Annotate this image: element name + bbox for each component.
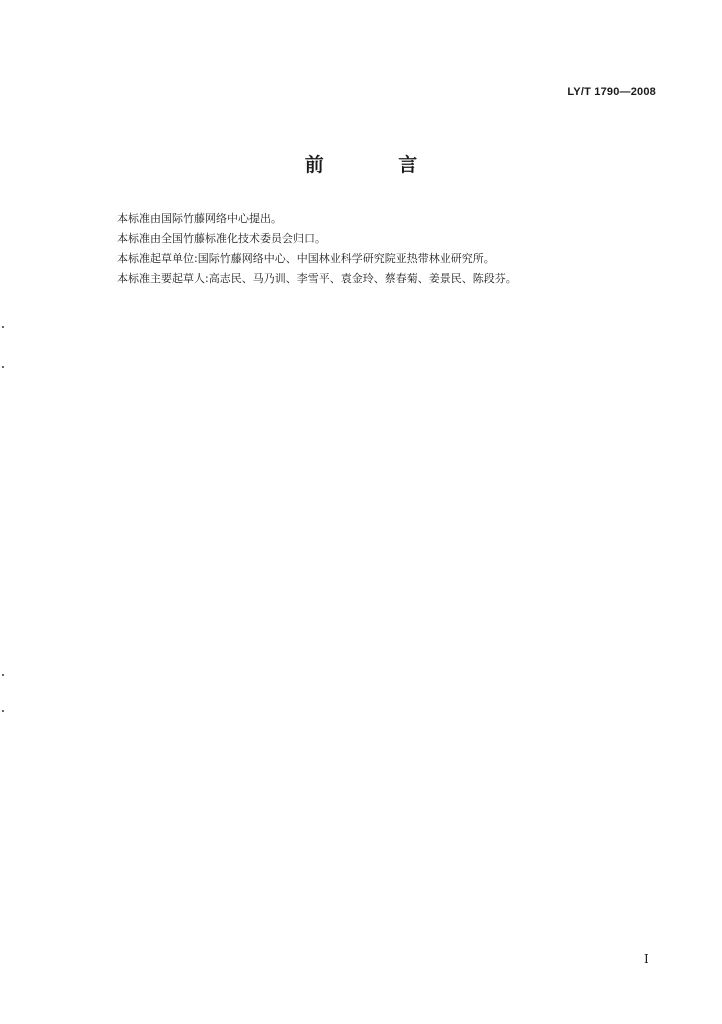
paragraph-drafting-units: 本标准起草单位:国际竹藤网络中心、中国林业科学研究院亚热带林业研究所。 [117, 252, 495, 265]
standard-code: LY/T 1790—2008 [567, 86, 656, 98]
scan-mark [2, 674, 4, 676]
paragraph-committee: 本标准由全国竹藤标准化技术委员会归口。 [117, 232, 326, 245]
page-title: 前 言 [304, 154, 452, 176]
scan-mark [2, 710, 4, 712]
paragraph-drafters: 本标准主要起草人:高志民、马乃训、李雪平、袁金玲、蔡春菊、姜景民、陈段芬。 [117, 272, 517, 285]
page-number: I [644, 952, 649, 966]
scan-mark [2, 366, 4, 368]
paragraph-proposer: 本标准由国际竹藤网络中心提出。 [117, 212, 282, 225]
scan-mark [2, 326, 4, 328]
foreword-body [117, 209, 677, 289]
